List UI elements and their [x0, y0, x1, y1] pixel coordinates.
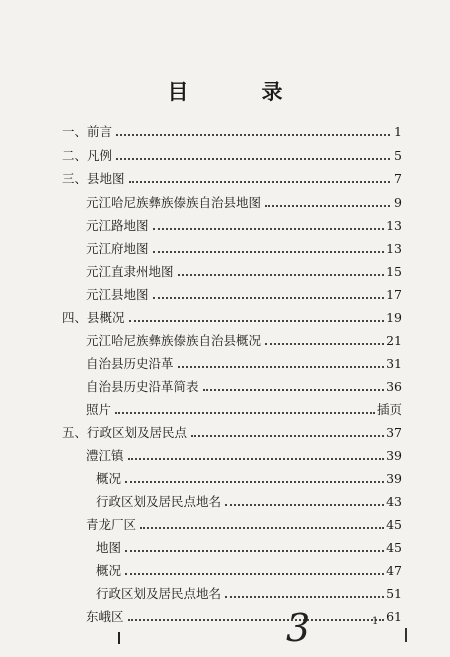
toc-entry-page: 13 [386, 241, 402, 256]
toc-entry-page: 1 [394, 124, 402, 139]
dot-leader [116, 157, 390, 160]
dot-leader [203, 388, 385, 391]
dot-leader [128, 618, 385, 621]
toc-entry-label: 照片 [86, 402, 112, 417]
toc-entry-zhilizhou-map[interactable] [86, 264, 402, 280]
toc-entry-yuanjiang-lu-map[interactable] [86, 218, 402, 234]
toc-entry-page: 5 [394, 148, 402, 163]
toc-entry-page: 47 [386, 563, 402, 578]
toc-entry-lijiang-overview[interactable] [96, 471, 402, 487]
toc-entry-label: 青龙厂区 [86, 517, 137, 532]
dot-leader [129, 319, 385, 322]
toc-entry-label: 东峨区 [86, 609, 124, 624]
toc-entry-label: 澧江镇 [86, 448, 124, 463]
handwritten-mark: 3 [286, 606, 311, 650]
dot-leader [140, 526, 384, 529]
toc-entry-page: 19 [386, 310, 402, 325]
toc-entry-qinglongchang-map[interactable] [96, 540, 402, 556]
toc-entry-qinglongchang-place-names[interactable] [96, 586, 402, 602]
toc-entry-label: 元江哈尼族彝族傣族自治县概况 [86, 333, 262, 348]
toc-entry-autonomous-county-map[interactable] [86, 195, 402, 211]
scan-speck [118, 632, 120, 644]
toc-entry-qinglongchang-overview[interactable] [96, 563, 402, 579]
dot-leader [178, 365, 385, 368]
page-number: 1 [372, 616, 379, 627]
toc-entry-label: 五、行政区划及居民点 [62, 425, 188, 440]
toc-entry-page: 39 [386, 471, 402, 486]
toc-entry-label: 元江府地图 [86, 241, 149, 256]
toc-title: 目 录 [167, 79, 309, 104]
toc-entry-page: 21 [386, 333, 402, 348]
dot-leader [115, 411, 375, 414]
toc-entry-page: 39 [386, 448, 402, 463]
toc-entry-page: 36 [386, 379, 402, 394]
toc-entry-page: 51 [386, 586, 402, 601]
dot-leader [265, 342, 384, 345]
dot-leader [191, 434, 384, 437]
dot-leader [116, 133, 390, 136]
toc-entry-county-maps[interactable] [62, 171, 402, 187]
toc-entry-page: 45 [386, 540, 402, 555]
dot-leader [225, 595, 384, 598]
dot-leader [153, 296, 385, 299]
toc-entry-label: 元江哈尼族彝族傣族自治县地图 [86, 195, 262, 210]
toc-entry-preface[interactable] [62, 124, 402, 140]
toc-entry-page: 9 [394, 195, 402, 210]
toc-entry-label: 行政区划及居民点地名 [96, 586, 222, 601]
toc-entry-lijiang-town[interactable] [86, 448, 402, 464]
toc-entry-page: 13 [386, 218, 402, 233]
dot-leader [153, 227, 385, 230]
dot-leader [153, 250, 385, 253]
toc-entry-label: 自治县历史沿革 [86, 356, 174, 371]
toc-entry-page: 插页 [376, 402, 402, 417]
dot-leader [129, 180, 390, 183]
toc-entry-label: 自治县历史沿革简表 [86, 379, 199, 394]
toc-entry-label: 一、前言 [62, 124, 113, 139]
toc-entry-county-map[interactable] [86, 287, 402, 303]
toc-entry-label: 地图 [96, 540, 122, 555]
toc-entry-label: 元江路地图 [86, 218, 149, 233]
dot-leader [128, 457, 385, 460]
toc-entry-page: 17 [386, 287, 402, 302]
toc-entry-label: 行政区划及居民点地名 [96, 494, 222, 509]
dot-leader [125, 480, 384, 483]
toc-entry-page: 15 [386, 264, 402, 279]
toc-entry-label: 元江直隶州地图 [86, 264, 174, 279]
toc-entry-photos[interactable] [86, 402, 402, 418]
toc-entry-label: 三、县地图 [62, 171, 125, 186]
toc-entry-history[interactable] [86, 356, 402, 372]
toc-entry-label: 四、县概况 [62, 310, 125, 325]
toc-entry-page: 43 [386, 494, 402, 509]
toc-entry-label: 概况 [96, 471, 122, 486]
toc-entry-conventions[interactable] [62, 148, 402, 164]
toc-entry-donge-district[interactable] [86, 609, 402, 625]
toc-entry-label: 元江县地图 [86, 287, 149, 302]
dot-leader [125, 572, 384, 575]
toc-entry-autonomous-county-overview[interactable] [86, 333, 402, 349]
toc-entry-admin-divisions[interactable] [62, 425, 402, 441]
dot-leader [125, 549, 384, 552]
toc-entry-history-table[interactable] [86, 379, 402, 395]
dot-leader [178, 273, 385, 276]
toc-entry-label: 概况 [96, 563, 122, 578]
toc-entry-qinglongchang-district[interactable] [86, 517, 402, 533]
dot-leader [265, 204, 390, 207]
toc-entry-page: 45 [386, 517, 402, 532]
toc-entry-page: 31 [386, 356, 402, 371]
toc-entry-county-overview[interactable] [62, 310, 402, 326]
toc-entry-yuanjiang-fu-map[interactable] [86, 241, 402, 257]
toc-entry-page: 37 [386, 425, 402, 440]
toc-entry-lijiang-place-names[interactable] [96, 494, 402, 510]
toc-entry-page: 61 [386, 609, 402, 624]
toc-entry-label: 二、凡例 [62, 148, 113, 163]
scan-speck [405, 628, 407, 642]
dot-leader [225, 503, 384, 506]
toc-entry-page: 7 [394, 171, 402, 186]
